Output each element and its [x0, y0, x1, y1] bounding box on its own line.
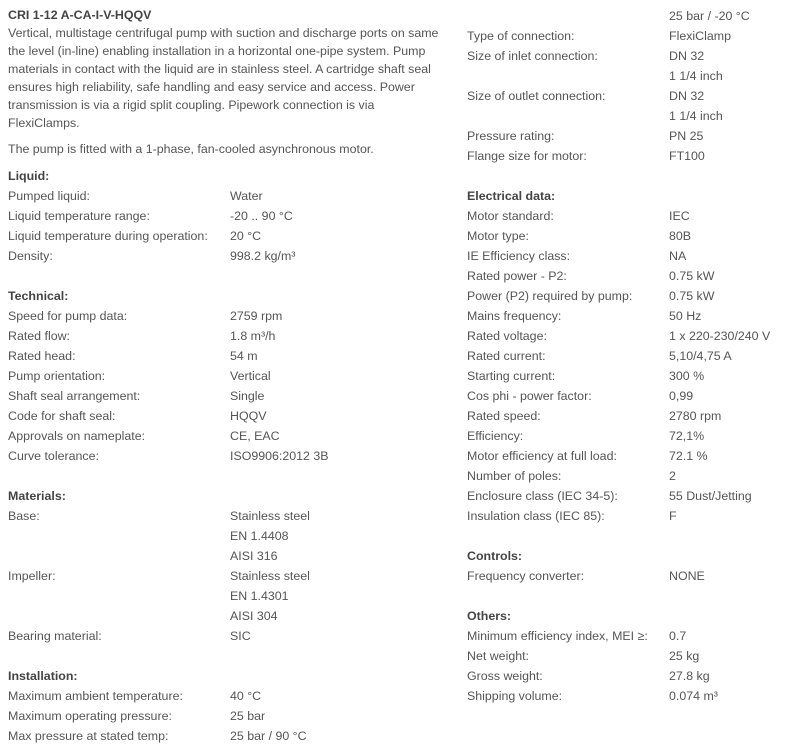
spec-value — [669, 286, 782, 306]
spec-value-line: 998.2 kg/m³ — [230, 249, 296, 263]
spec-label: Speed for pump data: — [8, 309, 128, 323]
spec-row — [467, 646, 782, 666]
spec-label: Mains frequency: — [467, 309, 562, 323]
spec-row — [8, 406, 448, 426]
section-technical — [8, 286, 448, 466]
spec-label: Number of poles: — [467, 469, 562, 483]
product-title: CRI 1-12 A-CA-I-V-HQQV — [8, 8, 152, 22]
section-title: Others: — [467, 609, 512, 623]
spec-value-line: 0.074 m³ — [669, 689, 718, 703]
spec-value — [230, 406, 448, 426]
spec-value-line: NONE — [669, 569, 705, 583]
spec-row — [8, 326, 448, 346]
spec-value — [669, 6, 782, 26]
spec-value — [669, 626, 782, 646]
spec-label: Motor standard: — [467, 209, 554, 223]
spec-value — [669, 226, 782, 246]
spec-row — [8, 226, 448, 246]
spec-value — [669, 386, 782, 406]
section-liquid — [8, 166, 448, 266]
spec-value-line: FlexiClamp — [669, 29, 731, 43]
spec-value — [669, 686, 782, 706]
spec-value-line: 300 % — [669, 369, 705, 383]
spec-row — [467, 386, 782, 406]
spec-value — [230, 706, 448, 726]
spec-value-line: 2780 rpm — [669, 409, 722, 423]
spec-value-line: 25 bar / 90 °C — [230, 729, 307, 743]
spec-label: Approvals on nameplate: — [8, 429, 146, 443]
section-installation-continued — [467, 6, 782, 166]
spec-row — [467, 566, 782, 586]
spec-value-line: 1 1/4 inch — [669, 109, 723, 123]
spec-value-line: PN 25 — [669, 129, 704, 143]
spec-value-line: SIC — [230, 629, 251, 643]
spec-value-line: 72.1 % — [669, 449, 708, 463]
spec-label: Rated head: — [8, 349, 76, 363]
spec-label: Liquid temperature during operation: — [8, 229, 208, 243]
spec-value-line: 54 m — [230, 349, 258, 363]
spec-value — [669, 406, 782, 426]
spec-label: Motor type: — [467, 229, 529, 243]
motor-description: The pump is fitted with a 1-phase, fan-cooled asynchronous motor. — [8, 142, 374, 156]
spec-value — [230, 726, 448, 746]
spec-label: Density: — [8, 249, 53, 263]
spec-value — [230, 446, 448, 466]
spec-label: Bearing material: — [8, 629, 102, 643]
spec-value-line: HQQV — [230, 409, 267, 423]
spec-row — [467, 86, 782, 126]
spec-row — [467, 506, 782, 526]
spec-value — [669, 46, 782, 86]
spec-row — [467, 326, 782, 346]
section-materials — [8, 486, 448, 646]
spec-label: Motor efficiency at full load: — [467, 449, 617, 463]
spec-value — [669, 666, 782, 686]
spec-value — [230, 566, 448, 626]
spec-label: Cos phi - power factor: — [467, 389, 592, 403]
spec-row — [467, 26, 782, 46]
spec-value-line: DN 32 — [669, 89, 705, 103]
spec-label: Shaft seal arrangement: — [8, 389, 141, 403]
spec-row — [467, 6, 782, 26]
spec-label: Rated power - P2: — [467, 269, 567, 283]
spec-label: Size of outlet connection: — [467, 89, 606, 103]
spec-value-line: 50 Hz — [669, 309, 702, 323]
section-title: Liquid: — [8, 169, 50, 183]
spec-value — [669, 446, 782, 466]
spec-label: Code for shaft seal: — [8, 409, 116, 423]
spec-value — [669, 206, 782, 226]
spec-value-line: ISO9906:2012 3B — [230, 449, 329, 463]
spec-row — [467, 226, 782, 246]
spec-value — [230, 186, 448, 206]
spec-value — [230, 386, 448, 406]
spec-label: Pressure rating: — [467, 129, 555, 143]
spec-row — [8, 306, 448, 326]
spec-value — [669, 126, 782, 146]
spec-label: Rated voltage: — [467, 329, 547, 343]
spec-label: Max pressure at stated temp: — [8, 729, 169, 743]
spec-value-line: 1 1/4 inch — [669, 69, 723, 83]
spec-row — [467, 206, 782, 226]
spec-row — [467, 266, 782, 286]
spec-value — [669, 26, 782, 46]
spec-label: Efficiency: — [467, 429, 524, 443]
spec-value-line: 25 bar — [230, 709, 266, 723]
spec-value-line: 25 bar / -20 °C — [669, 9, 750, 23]
spec-label: IE Efficiency class: — [467, 249, 571, 263]
spec-row — [467, 146, 782, 166]
spec-row — [467, 406, 782, 426]
spec-value — [669, 86, 782, 126]
spec-value-line: 40 °C — [230, 689, 262, 703]
product-description: Vertical, multistage centrifugal pump with suction and discharge ports on same the level (in-line) enabling installation in a horizontal one-pipe system. Pump materials in contact with the liquid are in stainless steel. A cartridge shaft seal ensures high reliability, safe handling and easy service and access. Power transmission is via a rigid split coupling. Pipework connection is via FlexiClamps. — [8, 26, 439, 130]
spec-label: Starting current: — [467, 369, 556, 383]
spec-label: Flange size for motor: — [467, 149, 587, 163]
spec-value — [230, 366, 448, 386]
spec-label: Enclosure class (IEC 34-5): — [467, 489, 618, 503]
spec-row — [8, 346, 448, 366]
spec-label: Type of connection: — [467, 29, 575, 43]
spec-value-line: DN 32 — [669, 49, 705, 63]
spec-label: Pump orientation: — [8, 369, 106, 383]
spec-label: Power (P2) required by pump: — [467, 289, 633, 303]
left-column — [8, 0, 448, 746]
spec-row — [467, 466, 782, 486]
spec-value — [230, 626, 448, 646]
spec-value — [230, 686, 448, 706]
spec-value — [669, 266, 782, 286]
spec-row — [8, 446, 448, 466]
spec-value-line: 0.7 — [669, 629, 687, 643]
spec-row — [8, 206, 448, 226]
spec-value — [669, 326, 782, 346]
spec-value-line: Single — [230, 389, 265, 403]
spec-label: Pumped liquid: — [8, 189, 90, 203]
spec-label: Rated speed: — [467, 409, 541, 423]
spec-value-line: NA — [669, 249, 687, 263]
section-title: Installation: — [8, 669, 78, 683]
spec-value — [669, 506, 782, 526]
section-title: Controls: — [467, 549, 523, 563]
spec-row — [8, 186, 448, 206]
spec-value-line: 20 °C — [230, 229, 262, 243]
spec-value — [669, 306, 782, 326]
section-electrical — [467, 186, 782, 526]
spec-value-line: 2 — [669, 469, 676, 483]
spec-row — [467, 426, 782, 446]
spec-row — [467, 346, 782, 366]
spec-label: Liquid temperature range: — [8, 209, 150, 223]
spec-value-line: EN 1.4408 — [230, 529, 289, 543]
spec-value — [230, 306, 448, 326]
spec-value-line: -20 .. 90 °C — [230, 209, 293, 223]
right-column — [467, 6, 782, 706]
spec-row — [467, 46, 782, 86]
spec-value — [230, 506, 448, 566]
spec-value-line: 0,99 — [669, 389, 694, 403]
spec-label: Curve tolerance: — [8, 449, 99, 463]
spec-label: Net weight: — [467, 649, 529, 663]
spec-value-line: 25 kg — [669, 649, 700, 663]
spec-label: Insulation class (IEC 85): — [467, 509, 605, 523]
spec-value — [669, 246, 782, 266]
spec-label: Minimum efficiency index, MEI ≥: — [467, 629, 648, 643]
spec-row — [8, 386, 448, 406]
spec-row — [8, 506, 448, 566]
spec-row — [467, 246, 782, 266]
spec-value-line: 5,10/4,75 A — [669, 349, 732, 363]
spec-value-line: 0.75 kW — [669, 289, 715, 303]
spec-row — [8, 626, 448, 646]
spec-value-line: Stainless steel — [230, 569, 310, 583]
spec-value — [230, 426, 448, 446]
spec-value — [669, 466, 782, 486]
spec-label: Shipping volume: — [467, 689, 563, 703]
spec-value — [230, 246, 448, 266]
spec-row — [467, 626, 782, 646]
spec-value-line: Water — [230, 189, 263, 203]
spec-row — [8, 706, 448, 726]
spec-label: Frequency converter: — [467, 569, 585, 583]
spec-row — [8, 686, 448, 706]
spec-value — [230, 226, 448, 246]
spec-row — [467, 446, 782, 466]
spec-value-line: CE, EAC — [230, 429, 280, 443]
spec-row — [467, 686, 782, 706]
spec-label: Gross weight: — [467, 669, 543, 683]
spec-value-line: Vertical — [230, 369, 271, 383]
spec-value-line: EN 1.4301 — [230, 589, 289, 603]
spec-value-line: F — [669, 509, 677, 523]
spec-label — [467, 6, 669, 26]
spec-value — [669, 346, 782, 366]
spec-row — [8, 426, 448, 446]
spec-value-line: 27.8 kg — [669, 669, 710, 683]
spec-value-line: 55 Dust/Jetting — [669, 489, 752, 503]
section-title: Technical: — [8, 289, 69, 303]
spec-value-line: IEC — [669, 209, 690, 223]
section-title: Materials: — [8, 489, 66, 503]
spec-value — [669, 646, 782, 666]
spec-value-line: FT100 — [669, 149, 705, 163]
section-others — [467, 606, 782, 706]
spec-row — [8, 566, 448, 626]
spec-label: Rated flow: — [8, 329, 70, 343]
spec-value — [230, 206, 448, 226]
spec-label: Rated current: — [467, 349, 546, 363]
spec-row — [8, 726, 448, 746]
spec-value-line: 2759 rpm — [230, 309, 283, 323]
spec-value-line: 1 x 220-230/240 V — [669, 329, 771, 343]
spec-label: Impeller: — [8, 569, 56, 583]
section-controls — [467, 546, 782, 586]
spec-row — [8, 366, 448, 386]
section-installation — [8, 666, 448, 746]
spec-value — [230, 346, 448, 366]
spec-value-line: 80B — [669, 229, 692, 243]
spec-value-line: 72,1% — [669, 429, 705, 443]
spec-value-line: Stainless steel — [230, 509, 310, 523]
spec-row — [467, 126, 782, 146]
spec-value — [230, 326, 448, 346]
spec-value-line: AISI 316 — [230, 549, 278, 563]
spec-row — [467, 366, 782, 386]
spec-value — [669, 566, 782, 586]
spec-value-line: 0.75 kW — [669, 269, 715, 283]
spec-label: Size of inlet connection: — [467, 49, 598, 63]
spec-label: Maximum ambient temperature: — [8, 689, 183, 703]
spec-value — [669, 486, 782, 506]
spec-row — [467, 286, 782, 306]
spec-row — [467, 486, 782, 506]
spec-row — [467, 666, 782, 686]
spec-row — [8, 246, 448, 266]
spec-value-line: AISI 304 — [230, 609, 278, 623]
section-title: Electrical data: — [467, 189, 556, 203]
spec-row — [467, 306, 782, 326]
spec-value — [669, 146, 782, 166]
spec-value — [669, 366, 782, 386]
spec-value-line: 1.8 m³/h — [230, 329, 276, 343]
spec-label: Base: — [8, 509, 40, 523]
spec-label: Maximum operating pressure: — [8, 709, 172, 723]
spec-value — [669, 426, 782, 446]
